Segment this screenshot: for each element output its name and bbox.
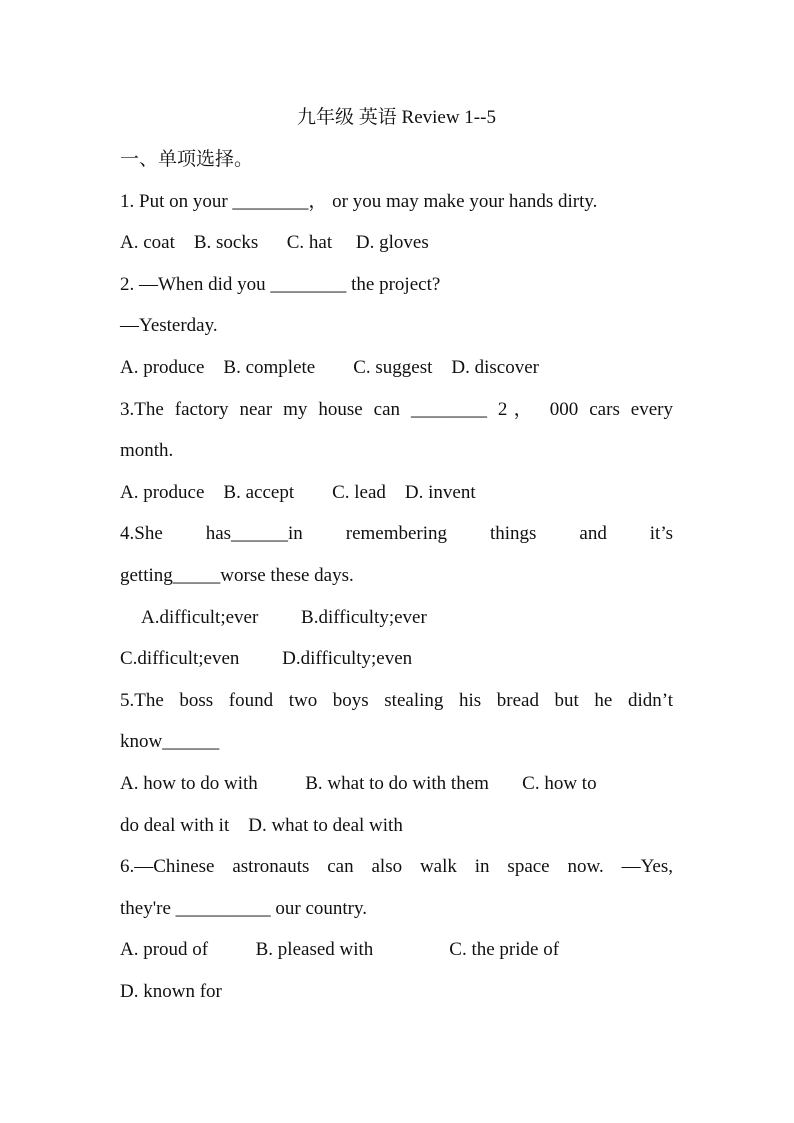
question-stem: 1. Put on your ________， or you may make your hands dirty.: [120, 191, 598, 212]
question-options: A. how to do with B. what to do with them C. how to: [120, 773, 597, 794]
question-options: A.difficult;ever B.difficulty;ever: [141, 607, 427, 628]
question-stem: 3.The factory near my house can ________ 2， 000 cars every: [120, 399, 673, 420]
section-heading: 一、单项选择。: [120, 149, 254, 170]
question-stem: 4.She has______in remembering things and it’s: [120, 523, 673, 544]
question-options: D. known for: [120, 981, 222, 1002]
question-options: A. coat B. socks C. hat D. gloves: [120, 232, 429, 253]
question-stem-continued: know______: [120, 731, 220, 752]
question-options: A. produce B. complete C. suggest D. discover: [120, 357, 539, 378]
question-options: A. proud of B. pleased with C. the pride of: [120, 939, 560, 960]
question-options: A. produce B. accept C. lead D. invent: [120, 482, 476, 503]
question-options: do deal with it D. what to deal with: [120, 815, 403, 836]
question-options: C.difficult;even D.difficulty;even: [120, 648, 413, 669]
question-stem-continued: month.: [120, 440, 174, 461]
question-stem: 5.The boss found two boys stealing his bread but he didn’t: [120, 690, 673, 711]
question-stem-continued: getting_____worse these days.: [120, 565, 354, 586]
question-stem: 2. —When did you ________ the project?: [120, 274, 441, 295]
question-stem-continued: they're __________ our country.: [120, 898, 368, 919]
page-title: 九年级 英语 Review 1--5: [297, 107, 496, 128]
question-stem-answer: —Yesterday.: [120, 315, 218, 336]
question-stem: 6.—Chinese astronauts can also walk in space now. —Yes,: [120, 856, 673, 877]
